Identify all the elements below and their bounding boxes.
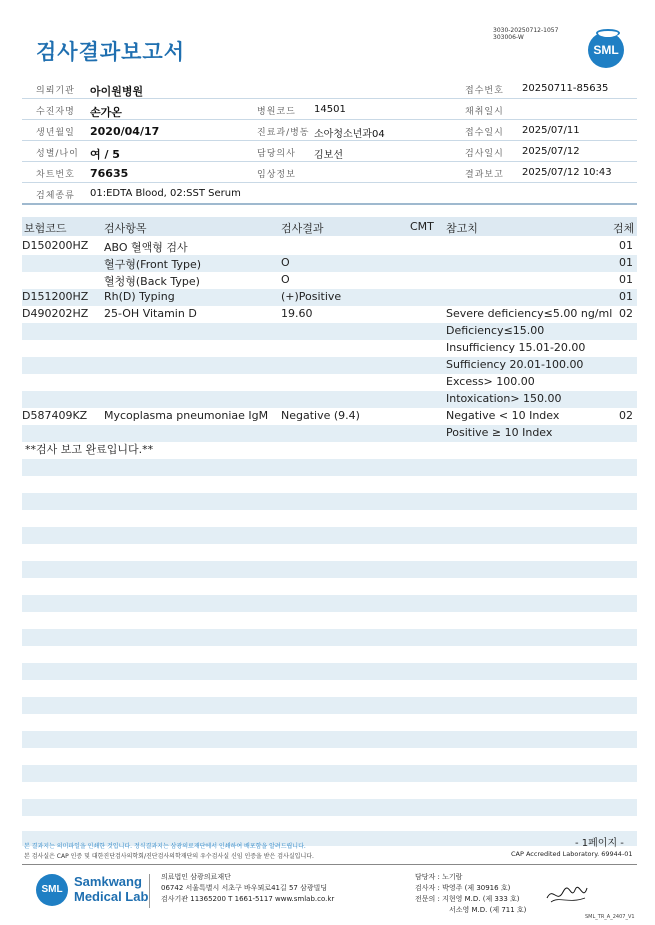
lab-brand-name: Samkwang Medical Lab xyxy=(74,874,149,904)
form-version: SML_TR_A_2407_V1 xyxy=(585,914,635,920)
table-row: D151200HZ Rh(D) Typing (+)Positive 01 xyxy=(22,290,633,303)
info-row: 생년월일 2020/04/17 진료과/병동 소아청소년과04 접수일시 2025/07/11 xyxy=(36,125,580,140)
table-row: D490202HZ 25-OH Vitamin D 19.60 Severe deficiency≤5.00 ng/ml 02 xyxy=(22,307,633,320)
page-number: - 1페이지 - xyxy=(575,838,624,849)
table-row: Intoxication> 150.00 xyxy=(446,392,562,405)
table-row: Sufficiency 20.01-100.00 xyxy=(446,358,584,371)
table-row: 혈청형(Back Type) O 01 xyxy=(104,273,633,288)
cap-accreditation: CAP Accredited Laboratory. 69944-01 xyxy=(511,850,633,858)
table-row: D587409KZ Mycoplasma pneumoniae IgM Negative (9.4) Negative < 10 Index 02 xyxy=(22,409,633,422)
lab-address: 의료법인 삼광의료재단 06742 서울특별시 서초구 바우뫼로41길 57 삼광빌딩 검사기관 11365200 T 1661-5117 www.smlab.co.kr xyxy=(161,873,335,903)
dept-value: 소아청소년과04 xyxy=(314,129,385,140)
results-table-header: 보험코드 검사항목 검사결과 CMT 참고치 검체 xyxy=(22,217,637,236)
specimen-value: 01:EDTA Blood, 02:SST Serum xyxy=(90,188,241,199)
table-row: 혈구형(Front Type) O 01 xyxy=(104,256,633,271)
table-row: Insufficiency 15.01-20.00 xyxy=(446,341,586,354)
report-date-value: 2025/07/12 10:43 xyxy=(522,167,612,178)
footer-note-print: 본 결과지는 의미파일을 인쇄한 것입니다. 정식결과지는 삼광의료재단에서 인쇄하여 배포함을 알려드립니다. xyxy=(24,843,306,850)
sml-logo: SML xyxy=(588,32,624,68)
receipt-date-value: 2025/07/11 xyxy=(522,125,580,136)
report-title: 검사결과보고서 xyxy=(36,40,186,64)
table-row: D150200HZ ABO 혈액형 검사 01 xyxy=(22,239,633,254)
hospital-code-value: 14501 xyxy=(314,104,346,115)
table-row: Deficiency≤15.00 xyxy=(446,324,545,337)
table-row: Excess> 100.00 xyxy=(446,375,535,388)
staff-list: 담당자 : 노기람 검사자 : 박영주 (제 30916 호) 전문의 : 지현영 M.D. (제 333 호) 서소영 M.D. (제 711 호) xyxy=(415,873,527,914)
completion-message: **검사 보고 완료입니다.** xyxy=(25,443,154,456)
info-row: 검체종류 01:EDTA Blood, 02:SST Serum xyxy=(36,188,241,201)
sex-age-value: 여 / 5 xyxy=(90,148,120,161)
receipt-no-value: 20250711-85635 xyxy=(522,83,609,94)
info-row: 수진자명 손가온 병원코드 14501 채취일시 xyxy=(36,104,504,119)
info-row: 의뢰기관 아이원병원 접수번호 20250711-85635 xyxy=(36,83,609,98)
hospital-value: 아이원병원 xyxy=(90,85,144,98)
chart-no-value: 76635 xyxy=(90,167,129,180)
doctor-value: 김보선 xyxy=(314,150,343,161)
document-code: 3030-20250712-1057 303006-W xyxy=(493,27,559,41)
info-row: 차트번호 76635 임상정보 결과보고 2025/07/12 10:43 xyxy=(36,167,612,180)
table-row: Positive ≥ 10 Index xyxy=(446,426,553,439)
sml-footer-logo: SML xyxy=(36,874,68,906)
test-date-value: 2025/07/12 xyxy=(522,146,580,157)
dob-value: 2020/04/17 xyxy=(90,125,160,138)
footer-note-cap: 본 검사실은 CAP 인증 및 대한진단검사의학회/진단검사의학재단의 우수검사실 신임 인증을 받은 검사실입니다. xyxy=(24,853,314,860)
patient-name: 손가온 xyxy=(90,106,122,119)
signature-image xyxy=(545,882,589,908)
info-row: 성별/나이 여 / 5 담당의사 김보선 검사일시 2025/07/12 xyxy=(36,146,580,161)
